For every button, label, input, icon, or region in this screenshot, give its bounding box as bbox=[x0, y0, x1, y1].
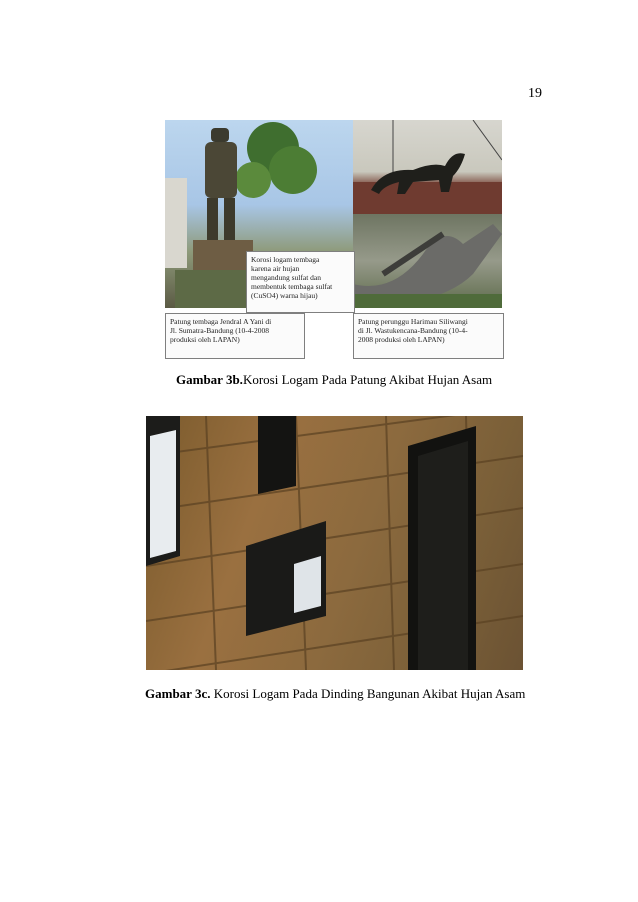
right-statue-caption: Patung perunggu Harimau Siliwangi di Jl. Wastukencana-Bandung (10-4- 2008 produksi oleh LAPAN) bbox=[353, 313, 504, 359]
corrosion-note: Korosi logam tembaga karena air hujan mengandung sulfat dan membentuk tembaga sulfat (CuSO4) warna hijau) bbox=[246, 251, 355, 313]
figure-3c-label: Gambar 3c. bbox=[145, 686, 211, 701]
tiger-statue-photo bbox=[353, 120, 502, 214]
figure-3b-caption bbox=[176, 372, 492, 388]
figure-3c-caption-text: Korosi Logam Pada Dinding Bangunan Akibat Hujan Asam bbox=[210, 686, 526, 701]
figure-3c-wall-photo bbox=[146, 416, 523, 670]
figure-3b-label: Gambar 3b. bbox=[176, 372, 243, 387]
left-statue-caption: Patung tembaga Jendral A Yani di Jl. Sumatra-Bandung (10-4-2008 produksi oleh LAPAN) bbox=[165, 313, 305, 359]
tiger-statue-closeup-photo bbox=[353, 214, 502, 308]
figure-3c-caption bbox=[145, 686, 525, 702]
page-number: 19 bbox=[528, 86, 542, 101]
figure-3b-caption-text: Korosi Logam Pada Patung Akibat Hujan Asam bbox=[242, 372, 493, 387]
figure-3b bbox=[165, 120, 502, 358]
